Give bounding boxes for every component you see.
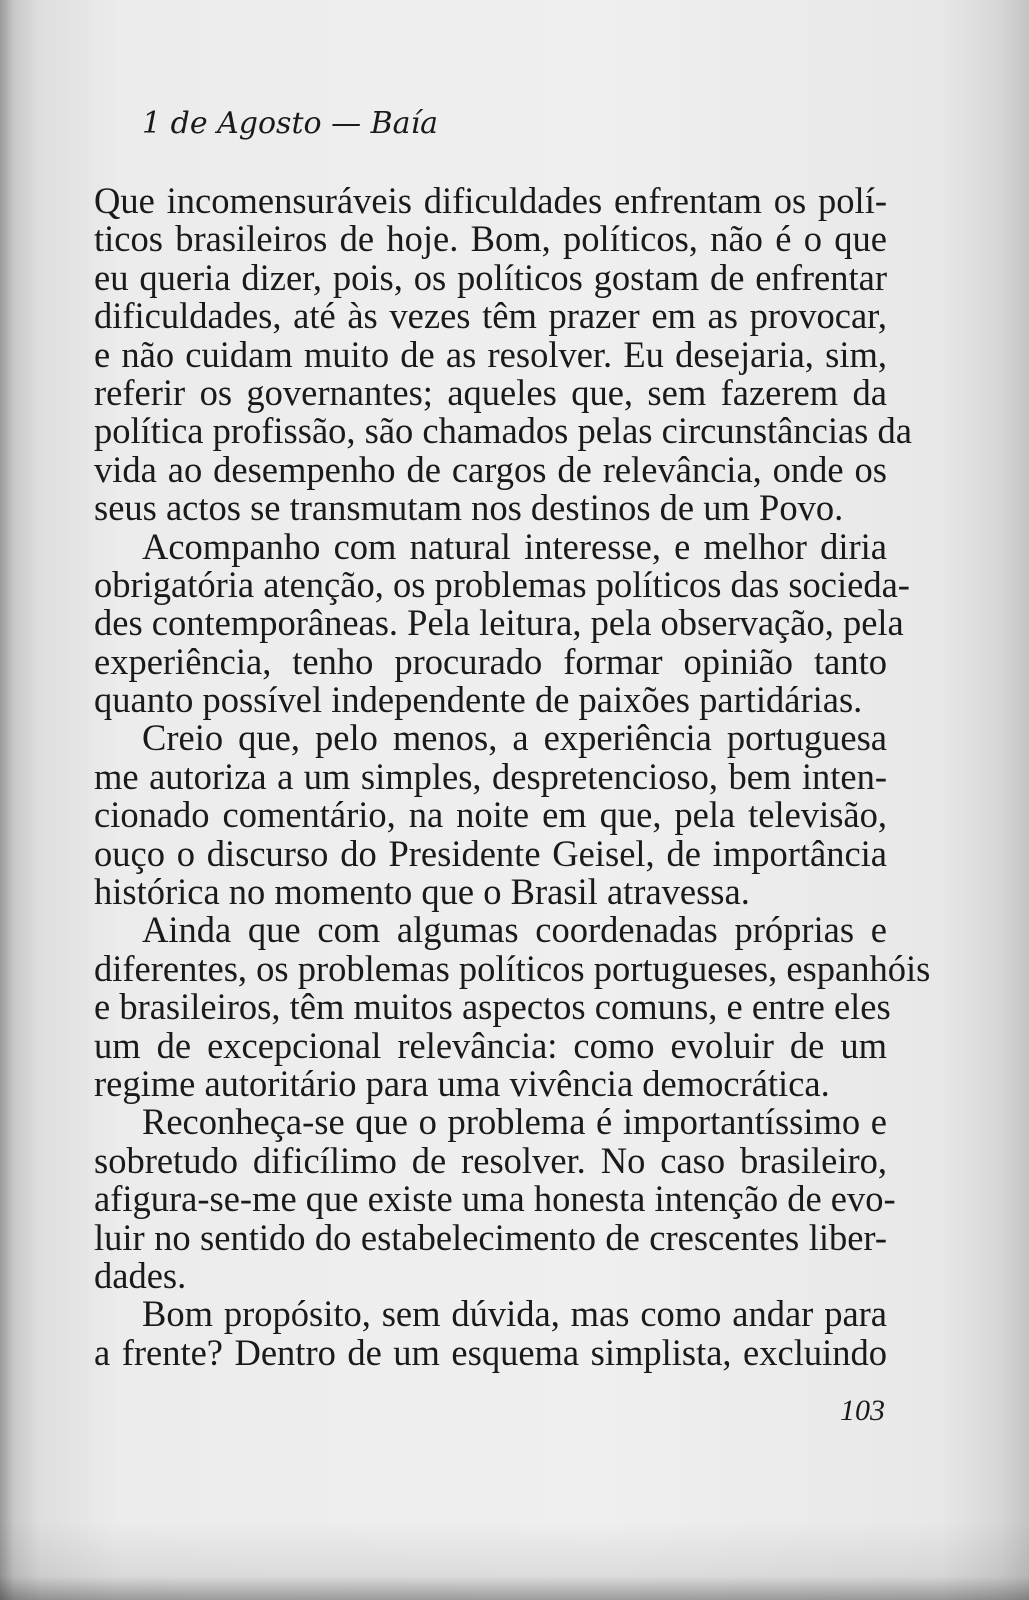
text-line: sobretudo dificílimo de resolver. No caso brasileiro, <box>94 1139 887 1181</box>
text-line: Ainda que com algumas coordenadas próprias e <box>142 909 887 951</box>
text-line: ouço o discurso do Presidente Geisel, de importância <box>94 832 887 874</box>
text-line: afigura-se-me que existe uma honesta intenção de evo- <box>94 1178 896 1220</box>
text-line: dades. <box>94 1254 187 1296</box>
text-line: Acompanho com natural interesse, e melhor diria <box>142 525 887 567</box>
text-line: referir os governantes; aqueles que, sem fazerem da <box>94 371 887 413</box>
text-line: ticos brasileiros de hoje. Bom, políticos, não é o que <box>94 218 887 260</box>
text-line: Que incomensuráveis dificuldades enfrentam os polí- <box>94 180 887 221</box>
page-number: 103 <box>840 1394 885 1427</box>
text-line: Bom propósito, sem dúvida, mas como andar para <box>142 1293 887 1335</box>
text-line: des contemporâneas. Pela leitura, pela observação, pela <box>94 602 904 644</box>
text-line: um de excepcional relevância: como evoluir de um <box>94 1024 887 1066</box>
text-line: quanto possível independente de paixões partidárias. <box>94 679 863 721</box>
body-text <box>94 180 931 1373</box>
text-line: Creio que, pelo menos, a experiência portuguesa <box>142 717 887 759</box>
text-line: histórica no momento que o Brasil atravessa. <box>94 871 750 913</box>
text-line: regime autoritário para uma vivência democrática. <box>94 1062 830 1104</box>
text-line: me autoriza a um simples, despretencioso, bem inten- <box>94 755 887 797</box>
text-line: cionado comentário, na noite em que, pela televisão, <box>94 794 887 836</box>
text-line: obrigatória atenção, os problemas políticos das socieda- <box>94 563 910 605</box>
text-line: eu queria dizer, pois, os políticos gostam de enfrentar <box>94 256 887 298</box>
text-line: a frente? Dentro de um esquema simplista, excluindo <box>94 1331 887 1373</box>
text-line: dificuldades, até às vezes têm prazer em as provocar, <box>94 295 887 337</box>
text-line: e brasileiros, têm muitos aspectos comuns, e entre eles <box>94 986 891 1028</box>
text-line: Reconheça-se que o problema é importantíssimo e <box>142 1101 887 1143</box>
text-line: luir no sentido do estabelecimento de crescentes liber- <box>94 1216 887 1258</box>
text-line: política profissão, são chamados pelas circunstâncias da <box>94 410 912 452</box>
text-line: experiência, tenho procurado formar opinião tanto <box>94 640 887 682</box>
text-line: vida ao desempenho de cargos de relevância, onde os <box>94 448 887 490</box>
text-line: diferentes, os problemas políticos portugueses, espanhóis <box>94 947 931 989</box>
text-line: seus actos se transmutam nos destinos de um Povo. <box>94 487 844 529</box>
text-line: e não cuidam muito de as resolver. Eu desejaria, sim, <box>94 333 887 375</box>
entry-heading: 1 de Agosto — Baía <box>142 106 439 141</box>
